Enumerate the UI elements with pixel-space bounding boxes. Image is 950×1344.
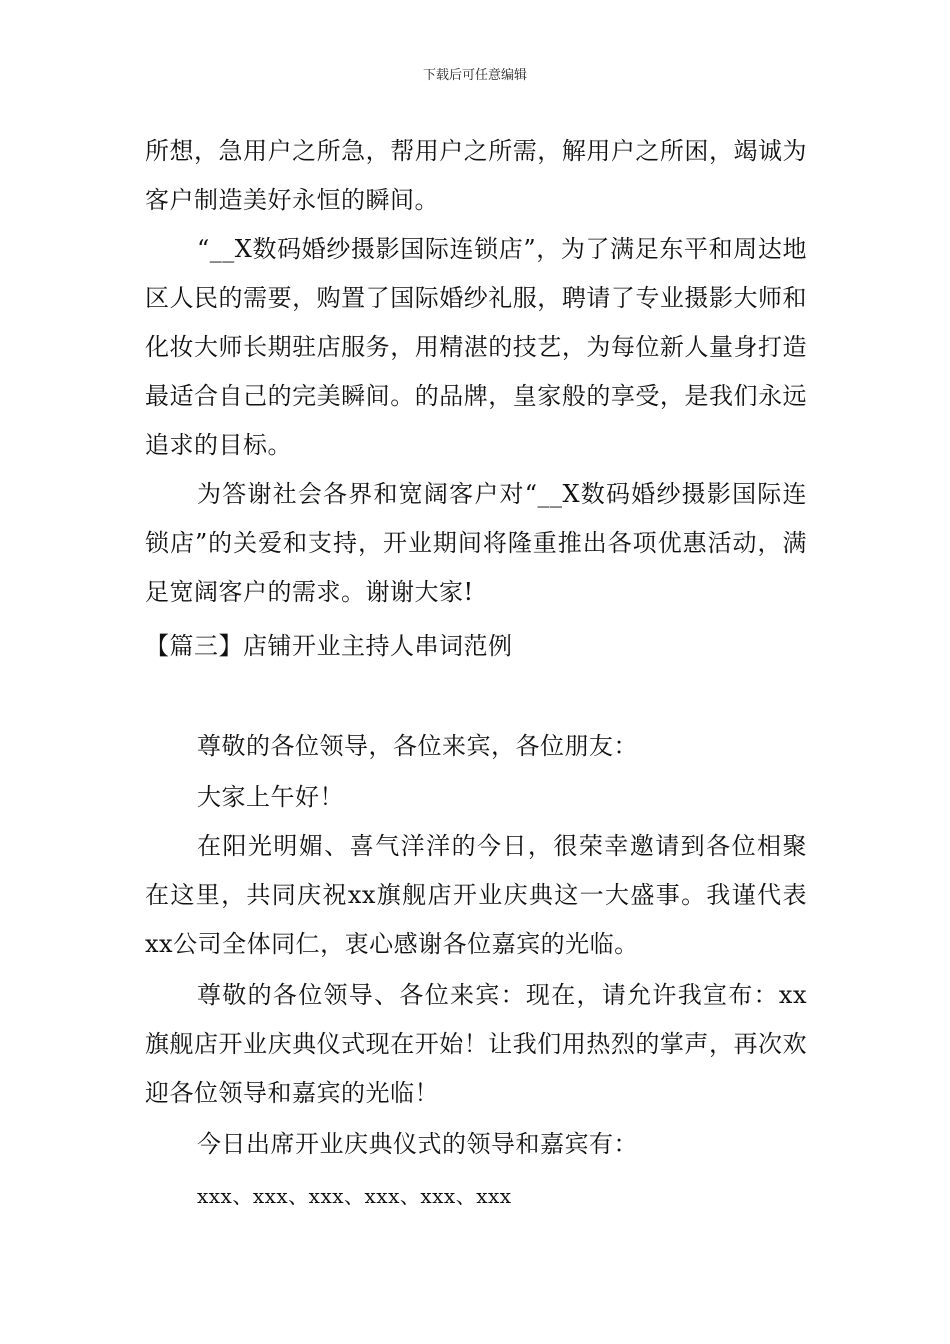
paragraph-store-description: “__X数码婚纱摄影国际连锁店”，为了满足东平和周达地区人民的需要，购置了国际婚纱礼服，聘请了专业摄影大师和化妆大师长期驻店服务，用精湛的技艺，为每位新人量身打造最适合自己的完美瞬间。的品牌，皇家般的享受，是我们永远追求的目标。: [145, 235, 807, 459]
paragraph-intro-continuation: 所想，急用户之所急，帮用户之所需，解用户之所困，竭诚为客户制造美好永恒的瞬间。: [145, 137, 807, 214]
section-title: 【篇三】店铺开业主持人串词范例: [145, 632, 513, 660]
paragraph-guest-list: xxx、xxx、xxx、xxx、xxx、xxx: [197, 1184, 512, 1208]
paragraph-good-morning: 大家上午好！: [197, 783, 344, 811]
paragraph-celebration: 在阳光明媚、喜气洋洋的今日，很荣幸邀请到各位相聚在这里，共同庆祝xx旗舰店开业庆典这一大盛事。我谨代表xx公司全体同仁，衷心感谢各位嘉宾的光临。: [145, 832, 807, 958]
paragraph-thanks: 为答谢社会各界和宽阔客户对“__X数码婚纱摄影国际连锁店”的关爱和支持，开业期间将隆重推出各项优惠活动，满足宽阔客户的需求。谢谢大家!: [145, 480, 807, 606]
paragraph-announcement: 尊敬的各位领导、各位来宾：现在，请允许我宣布：xx旗舰店开业庆典仪式现在开始！让我们用热烈的掌声，再次欢迎各位领导和嘉宾的光临！: [145, 981, 807, 1107]
page-header-note: 下载后可任意编辑: [422, 68, 527, 83]
paragraph-guests-intro: 今日出席开业庆典仪式的领导和嘉宾有：: [197, 1130, 638, 1158]
paragraph-greeting: 尊敬的各位领导，各位来宾，各位朋友：: [197, 732, 638, 760]
